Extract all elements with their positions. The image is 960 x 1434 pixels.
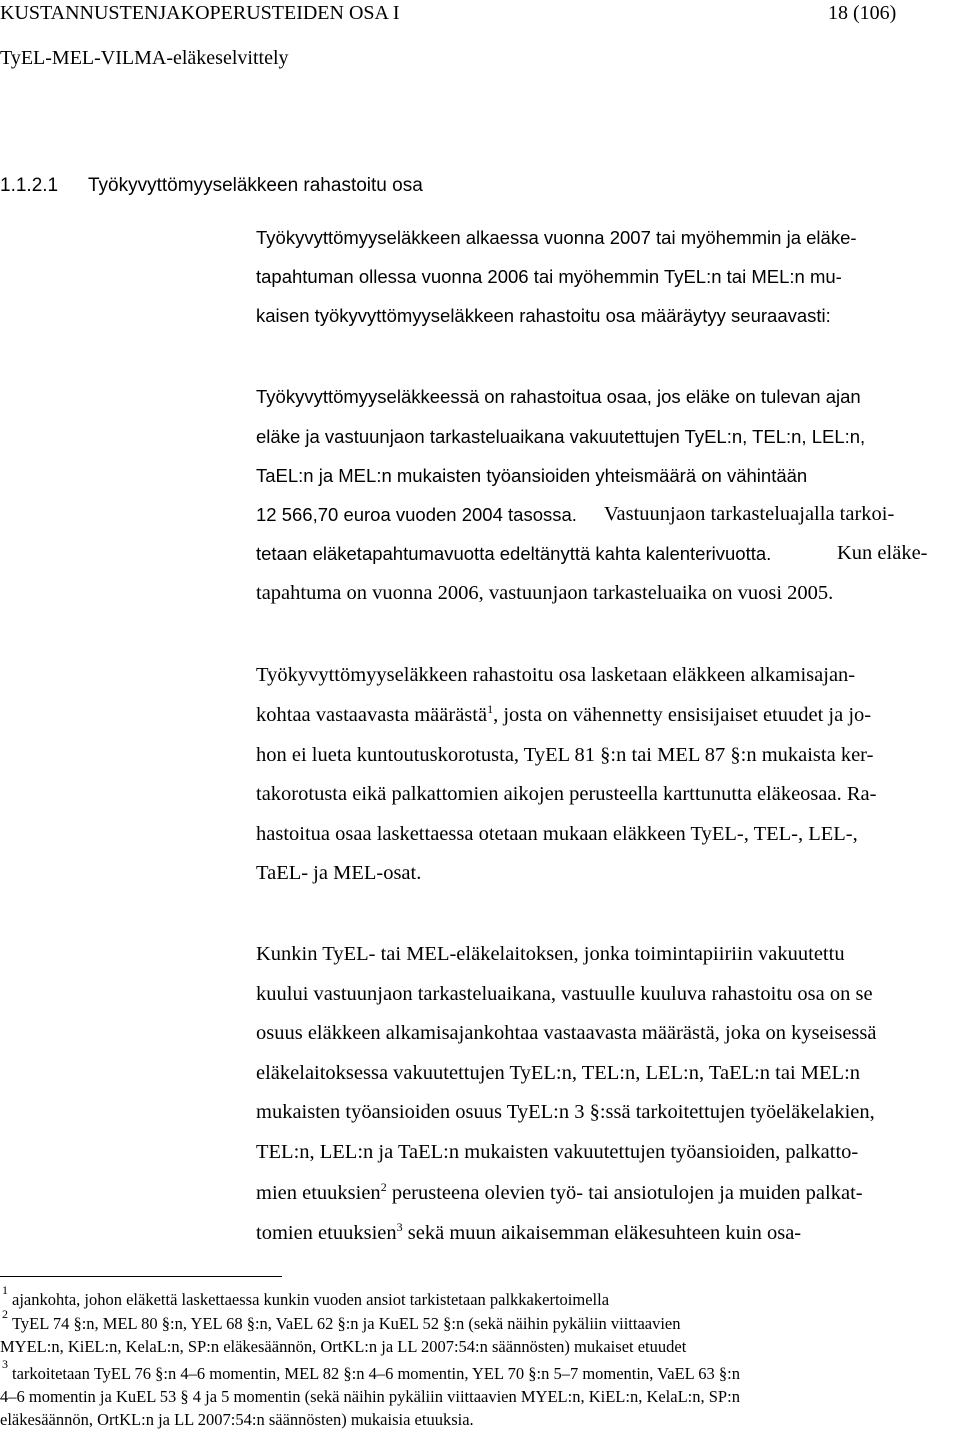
rule-line: eläke ja vastuunjaon tarkasteluaikana vakuutettujen TyEL:n, TEL:n, LEL:n,: [256, 426, 866, 447]
header-title: KUSTANNUSTENJAKOPERUSTEIDEN OSA I: [0, 2, 400, 24]
footnote-2-line: TyEL 74 §:n, MEL 80 §:n, YEL 68 §:n, VaEL 62 §:n ja KuEL 52 §:n (sekä näihin pykäliin viittaavien: [12, 1314, 681, 1333]
footnote-ref-1[interactable]: 1: [487, 702, 494, 716]
footnote-1: ajankohta, johon eläkettä laskettaessa kunkin vuoden ansiot tarkistetaan palkkakertoimella: [12, 1290, 610, 1309]
footnote-mark: 3: [2, 1357, 8, 1371]
para3-line: eläkelaitoksessa vakuutettujen TyEL:n, TEL:n, LEL:n, TaEL:n tai MEL:n: [256, 1062, 861, 1084]
rule-line: 12 566,70 euroa vuoden 2004 tasossa.: [256, 504, 577, 525]
footnote-ref-2[interactable]: 2: [380, 1180, 387, 1194]
para2-text: kohtaa vastaavasta määrästä: [256, 704, 488, 726]
para3-line: mukaisten työansioiden osuus TyEL:n 3 §:ssä tarkoitettujen työeläkelakien,: [256, 1101, 875, 1123]
intro-line: kaisen työkyvyttömyyseläkkeen rahastoitu osa määräytyy seuraavasti:: [256, 305, 831, 326]
para2-text: , josta on vähennetty ensisijaiset etuudet ja jo-: [493, 704, 872, 726]
para2-line: takorotusta eikä palkattomien aikojen perusteella karttunutta eläkeosaa. Ra-: [256, 783, 877, 805]
para2-line: [256, 704, 871, 727]
rule-line-cont: Vastuunjaon tarkasteluajalla tarkoi-: [604, 503, 895, 525]
footnote-mark: 2: [2, 1307, 8, 1321]
para3-text: perusteena olevien työ- tai ansiotulojen ja muiden palkat-: [386, 1182, 863, 1204]
footnote-ref-3[interactable]: 3: [396, 1220, 403, 1234]
section-title: Työkyvyttömyyseläkkeen rahastoitu osa: [88, 175, 423, 196]
para3-line: [256, 1182, 863, 1205]
section-number: 1.1.2.1: [0, 175, 59, 196]
para2-line: hon ei lueta kuntoutuskorotusta, TyEL 81 §:n tai MEL 87 §:n mukaista ker-: [256, 744, 874, 766]
page-number: 18 (106): [828, 2, 897, 24]
rule-line-cont: Kun eläke-: [837, 542, 928, 564]
para3-text: tomien etuuksien: [256, 1222, 397, 1244]
para3-line: [256, 1222, 801, 1245]
rule-line: tapahtuma on vuonna 2006, vastuunjaon tarkasteluaika on vuosi 2005.: [256, 582, 834, 604]
rule-line: Työkyvyttömyyseläkkeessä on rahastoitua osaa, jos eläke on tulevan ajan: [256, 386, 861, 407]
intro-line: tapahtuman ollessa vuonna 2006 tai myöhemmin TyEL:n tai MEL:n mu-: [256, 266, 842, 287]
footnote-3-line: 4–6 momentin ja KuEL 53 § 4 ja 5 momentin (sekä näihin pykäliin viittaavien MYEL:n, KiEL:n, KelaL:n, SP:n: [0, 1387, 740, 1406]
intro-line: Työkyvyttömyyseläkkeen alkaessa vuonna 2007 tai myöhemmin ja eläke-: [256, 227, 857, 248]
footnote-mark: 1: [2, 1283, 8, 1297]
para2-line: TaEL- ja MEL-osat.: [256, 862, 422, 884]
para3-line: TEL:n, LEL:n ja TaEL:n mukaisten vakuutettujen työansioiden, palkatto-: [256, 1141, 859, 1163]
para3-line: kuului vastuunjaon tarkasteluaikana, vastuulle kuuluva rahastoitu osa on se: [256, 983, 873, 1005]
para2-line: hastoitua osaa laskettaessa otetaan mukaan eläkkeen TyEL-, TEL-, LEL-,: [256, 823, 858, 845]
para3-text: mien etuuksien: [256, 1182, 381, 1204]
rule-line: tetaan eläketapahtumavuotta edeltänyttä kahta kalenterivuotta.: [256, 543, 772, 564]
footnote-2-line: MYEL:n, KiEL:n, KelaL:n, SP:n eläkesäännön, OrtKL:n ja LL 2007:54:n säännösten) mukaiset etuudet: [0, 1337, 687, 1356]
para3-text: sekä muun aikaisemman eläkesuhteen kuin osa-: [402, 1222, 802, 1244]
para3-line: osuus eläkkeen alkamisajankohtaa vastaavasta määrästä, joka on kyseisessä: [256, 1022, 877, 1044]
para2-line: Työkyvyttömyyseläkkeen rahastoitu osa lasketaan eläkkeen alkamisajan-: [256, 664, 856, 686]
para3-line: Kunkin TyEL- tai MEL-eläkelaitoksen, jonka toimintapiiriin vakuutettu: [256, 943, 845, 965]
footnote-3-line: eläkesäännön, OrtKL:n ja LL 2007:54:n säännösten) mukaisia etuuksia.: [0, 1410, 474, 1429]
footnote-separator: [0, 1276, 282, 1277]
footnote-3-line: tarkoitetaan TyEL 76 §:n 4–6 momentin, MEL 82 §:n 4–6 momentin, YEL 70 §:n 5–7 momentin, VaEL 63 §:n: [12, 1364, 740, 1383]
rule-line: TaEL:n ja MEL:n mukaisten työansioiden yhteismäärä on vähintään: [256, 465, 808, 486]
header-subtitle: TyEL-MEL-VILMA-eläkeselvittely: [0, 47, 289, 69]
